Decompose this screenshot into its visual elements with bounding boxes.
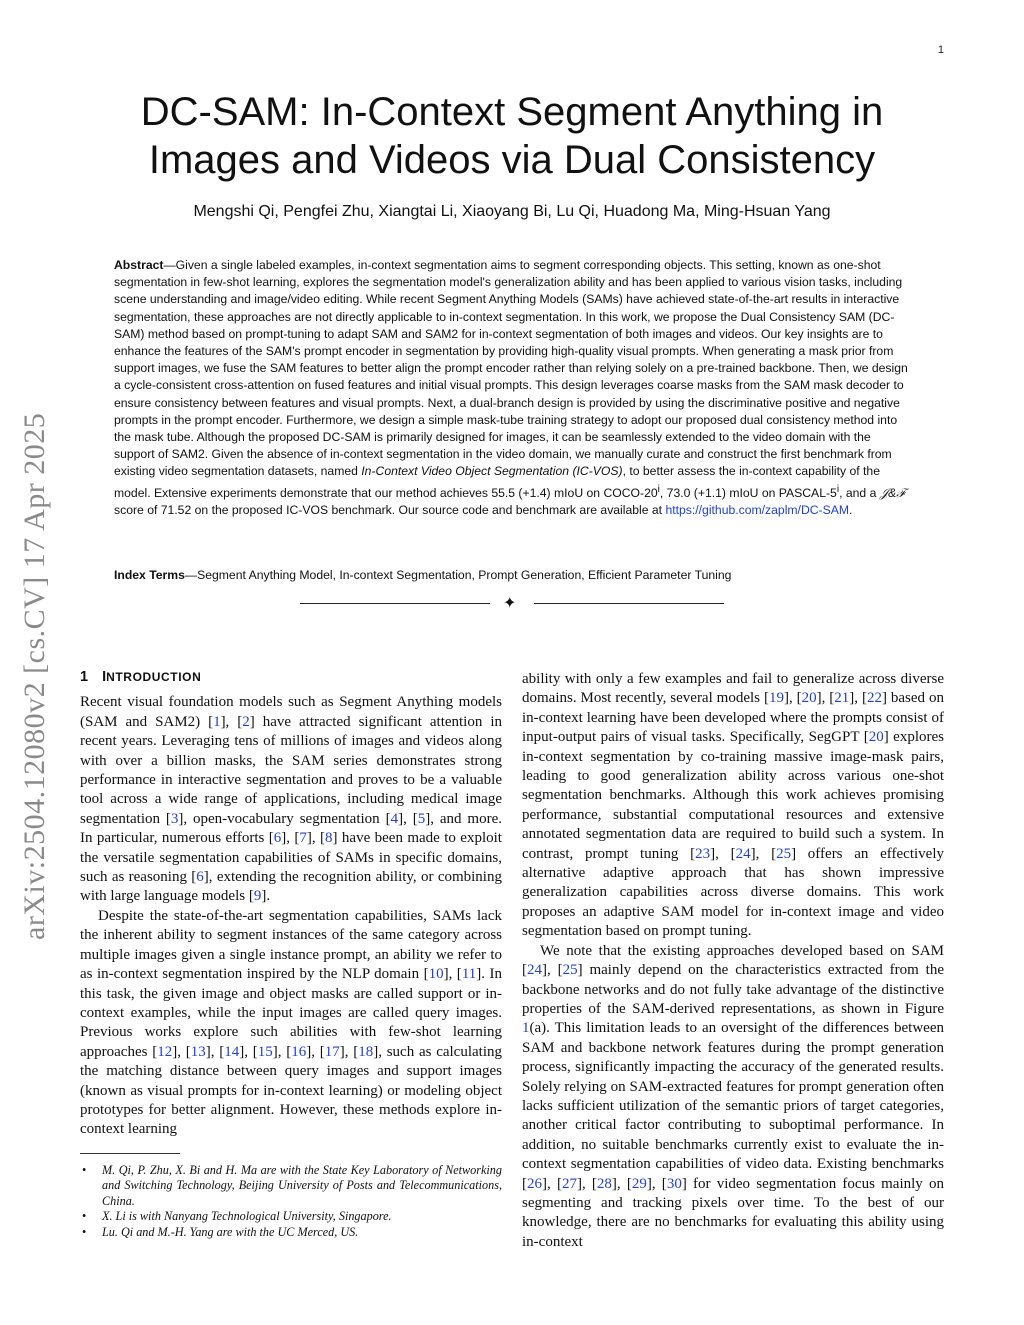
- benchmark-name: In-Context Video Object Segmentation (IC-VOS): [361, 464, 623, 479]
- citation-link[interactable]: 15: [257, 1043, 273, 1060]
- intro-paragraph-3: ability with only a few examples and fail to generalize across diverse domains. Most recently, several models [19], [20], [21], [22] based on in-context learning have been developed where the prompts consist of input-output pairs of visual tasks. Specifically, SegGPT [20] explores in-context segmentation by co-training massive image-mask pairs, leading to good generalization ability across various one-shot segmentation benchmarks. Although this work achieves promising performance, substantial computational resources and extensive annotated segmentation data are required to build such a system. In contrast, prompt tuning [23], [24], [25] offers an effectively alternative adaptive approach that has shown impressive generalization capabilities across diverse domains. This work proposes an adaptive SAM model for in-context image and video segmentation based on prompt tuning.: [522, 671, 944, 940]
- divider-line-right: [534, 603, 724, 604]
- citation-link[interactable]: 11: [461, 966, 477, 983]
- index-terms-label: Index Terms: [114, 568, 185, 582]
- citation-link[interactable]: 26: [527, 1175, 542, 1192]
- github-link[interactable]: https://github.com/zaplm/DC-SAM: [665, 502, 850, 517]
- citation-link[interactable]: 19: [768, 690, 784, 707]
- citation-link[interactable]: 25: [776, 845, 792, 862]
- citation-link[interactable]: 2: [242, 713, 250, 730]
- citation-link[interactable]: 4: [390, 810, 399, 827]
- citation-link[interactable]: 21: [834, 690, 850, 707]
- divider-line-left: [300, 603, 490, 604]
- citation-link[interactable]: 5: [417, 810, 426, 827]
- affiliation-footnotes: [80, 1163, 502, 1240]
- citation-link[interactable]: 6: [273, 830, 282, 847]
- citation-link[interactable]: 13: [190, 1043, 206, 1060]
- citation-link[interactable]: 1: [213, 713, 221, 730]
- abstract-label: Abstract: [114, 258, 164, 272]
- citation-link[interactable]: 12: [157, 1043, 173, 1060]
- star-ornament-icon: ✦: [503, 593, 517, 612]
- citation-link[interactable]: 9: [253, 888, 262, 905]
- citation-link[interactable]: 29: [631, 1175, 647, 1192]
- citation-link[interactable]: 3: [170, 810, 179, 827]
- footnote-item: • M. Qi, P. Zhu, X. Bi and H. Ma are with the State Key Laboratory of Networking and Switching Technology, Beijing University of Posts and Telecommunications, China.: [80, 1163, 502, 1209]
- left-column: [80, 668, 502, 1140]
- author-list: Mengshi Qi, Pengfei Zhu, Xiangtai Li, Xiaoyang Bi, Lu Qi, Huadong Ma, Ming-Hsuan Yang: [193, 203, 831, 220]
- citation-link[interactable]: 7: [299, 830, 307, 847]
- citation-link[interactable]: 20: [868, 729, 884, 746]
- citation-link[interactable]: 16: [291, 1043, 307, 1060]
- citation-link[interactable]: 28: [596, 1175, 612, 1192]
- intro-paragraph-4: We note that the existing approaches developed based on SAM [24], [25] mainly depend on the characteristics extracted from the backbone networks and do not fully take advantage of the distinctive properties of the SAM-derived representations, as shown in Figure 1(a). This limitation leads to an oversight of the differences between SAM and backbone network features during the prompt generation process, significantly impacting the accuracy of the generated results. Solely relying on SAM-extracted features for prompt generation often lacks sufficient utilization of the semantic priors of target categories, another critical factor contributing to suboptimal performance. In addition, no suitable benchmarks currently exist to evaluate the in-context segmentation capabilities of video data. Existing benchmarks [26], [27], [28], [29], [30] for video segmentation focus mainly on segmenting and tracking pixels over time. To the best of our knowledge, there are no benchmarks for evaluating this ability using in-context: [522, 942, 944, 1250]
- citation-link[interactable]: 27: [561, 1175, 577, 1192]
- section-heading-introduction: 1 INTRODUCTION: [80, 669, 202, 685]
- paper-title: DC-SAM: In-Context Segment Anything in Images and Videos via Dual Consistency: [140, 90, 884, 182]
- citation-link[interactable]: 10: [428, 966, 444, 983]
- abstract: Abstract—Given a single labeled examples, in-context segmentation aims to segment corresponding objects. This setting, known as one-shot segmentation in few-shot learning, explores the segmentation model's generalization ability and has been applied to various vision tasks, including scene understanding and image/video editing. While recent Segment Anything Models (SAMs) have achieved state-of-the-art results in interactive segmentation, these approaches are not directly applicable to in-context segmentation. In this work, we propose the Dual Consistency SAM (DC-SAM) method based on prompt-tuning to adapt SAM and SAM2 for in-context segmentation of both images and videos. Our key insights are to enhance the features of the SAM's prompt encoder in segmentation by providing high-quality visual prompts. When generating a mask prior from support images, we fuse the SAM features to better align the prompt encoder rather than relying solely on a pre-trained backbone. Then, we design a cycle-consistent cross-attention on fused features and initial visual prompts. This design leverages coarse masks from the SAM mask decoder to ensure consistency between features and visual prompts. Next, a dual-branch design is provided by using the discriminative positive and negative prompts in the prompt encoder. Furthermore, we design a simple mask-tube training strategy to adopt our proposed dual consistency method into the mask tube. Although the proposed DC-SAM is primarily designed for images, it can be seamlessly extended to the video domain with the support of SAM2. Given the absence of in-context segmentation in the video domain, we manually curate and construct the first benchmark from existing video segmentation datasets, named In-Context Video Object Segmentation (IC-VOS), to better assess the in-context capability of the model. Extensive experiments demonstrate that our method achieves 55.5 (+1.4) mIoU on COCO-20$^i$, 73.0 (+1.1) mIoU on PASCAL-5$^i$, and a 𝒥&ℱ score of 71.52 on the proposed IC-VOS benchmark. Our source code and benchmark are available at https://github.com/zaplm/DC-SAM.: [114, 258, 908, 517]
- index-terms: Index Terms—Segment Anything Model, In-context Segmentation, Prompt Generation, Efficient Parameter Tuning: [114, 568, 732, 582]
- citation-link[interactable]: 24: [735, 845, 751, 862]
- footnote-item: • Lu. Qi and M.-H. Yang are with the UC Merced, US.: [80, 1225, 502, 1240]
- citation-link[interactable]: 6: [196, 869, 204, 886]
- citation-link[interactable]: 8: [325, 830, 333, 847]
- footnote-rule: [80, 1153, 180, 1154]
- intro-paragraph-1: Recent visual foundation models such as Segment Anything models (SAM and SAM2) [1], [2] have attracted significant attention in recent years. Leveraging tens of millions of images and videos along with over a billion masks, the SAM series demonstrates strong performance in interactive segmentation and proves to be a valuable tool across a wide range of applications, including medical image segmentation [3], open-vocabulary segmentation [4], [5], and more. In particular, numerous efforts [6], [7], [8] have been made to exploit the versatile segmentation capabilities of SAMs in specific domains, such as reasoning [6], extending the recognition ability, or combining with large language models [9].: [80, 694, 502, 905]
- footnote-item: • X. Li is with Nanyang Technological University, Singapore.: [80, 1209, 502, 1224]
- citation-link[interactable]: 30: [666, 1175, 682, 1192]
- citation-link[interactable]: 25: [562, 962, 578, 979]
- citation-link[interactable]: 18: [358, 1043, 374, 1060]
- intro-paragraph-2: Despite the state-of-the-art segmentation capabilities, SAMs lack the inherent ability to segment instances of the same category across multiple images given a single instance prompt, an ability we refer to as in-context segmentation inspired by the NLP domain [10], [11]. In this task, the given image and object masks are called support or in-context examples, while the input images are called query images. Previous works explore such abilities with few-shot learning approaches [12], [13], [14], [15], [16], [17], [18], such as calculating the matching distance between query images and support images (known as visual prompts for in-context learning) or modeling object prototypes for better alignment. However, these methods explore in-context learning: [80, 907, 503, 1138]
- citation-link[interactable]: 22: [866, 690, 882, 707]
- citation-link[interactable]: 24: [527, 962, 542, 979]
- citation-link[interactable]: 14: [224, 1043, 240, 1060]
- citation-link[interactable]: 17: [324, 1043, 340, 1060]
- section-divider: [300, 593, 724, 612]
- page-number: 1: [937, 44, 944, 56]
- citation-link[interactable]: 23: [695, 845, 711, 862]
- jf-metric-symbol: 𝒥&ℱ: [879, 485, 906, 500]
- arxiv-stamp: arXiv:2504.12080v2 [cs.CV] 17 Apr 2025: [18, 412, 51, 940]
- citation-link[interactable]: 20: [801, 690, 817, 707]
- right-column: [522, 670, 944, 1252]
- figure-link[interactable]: 1: [522, 1020, 530, 1037]
